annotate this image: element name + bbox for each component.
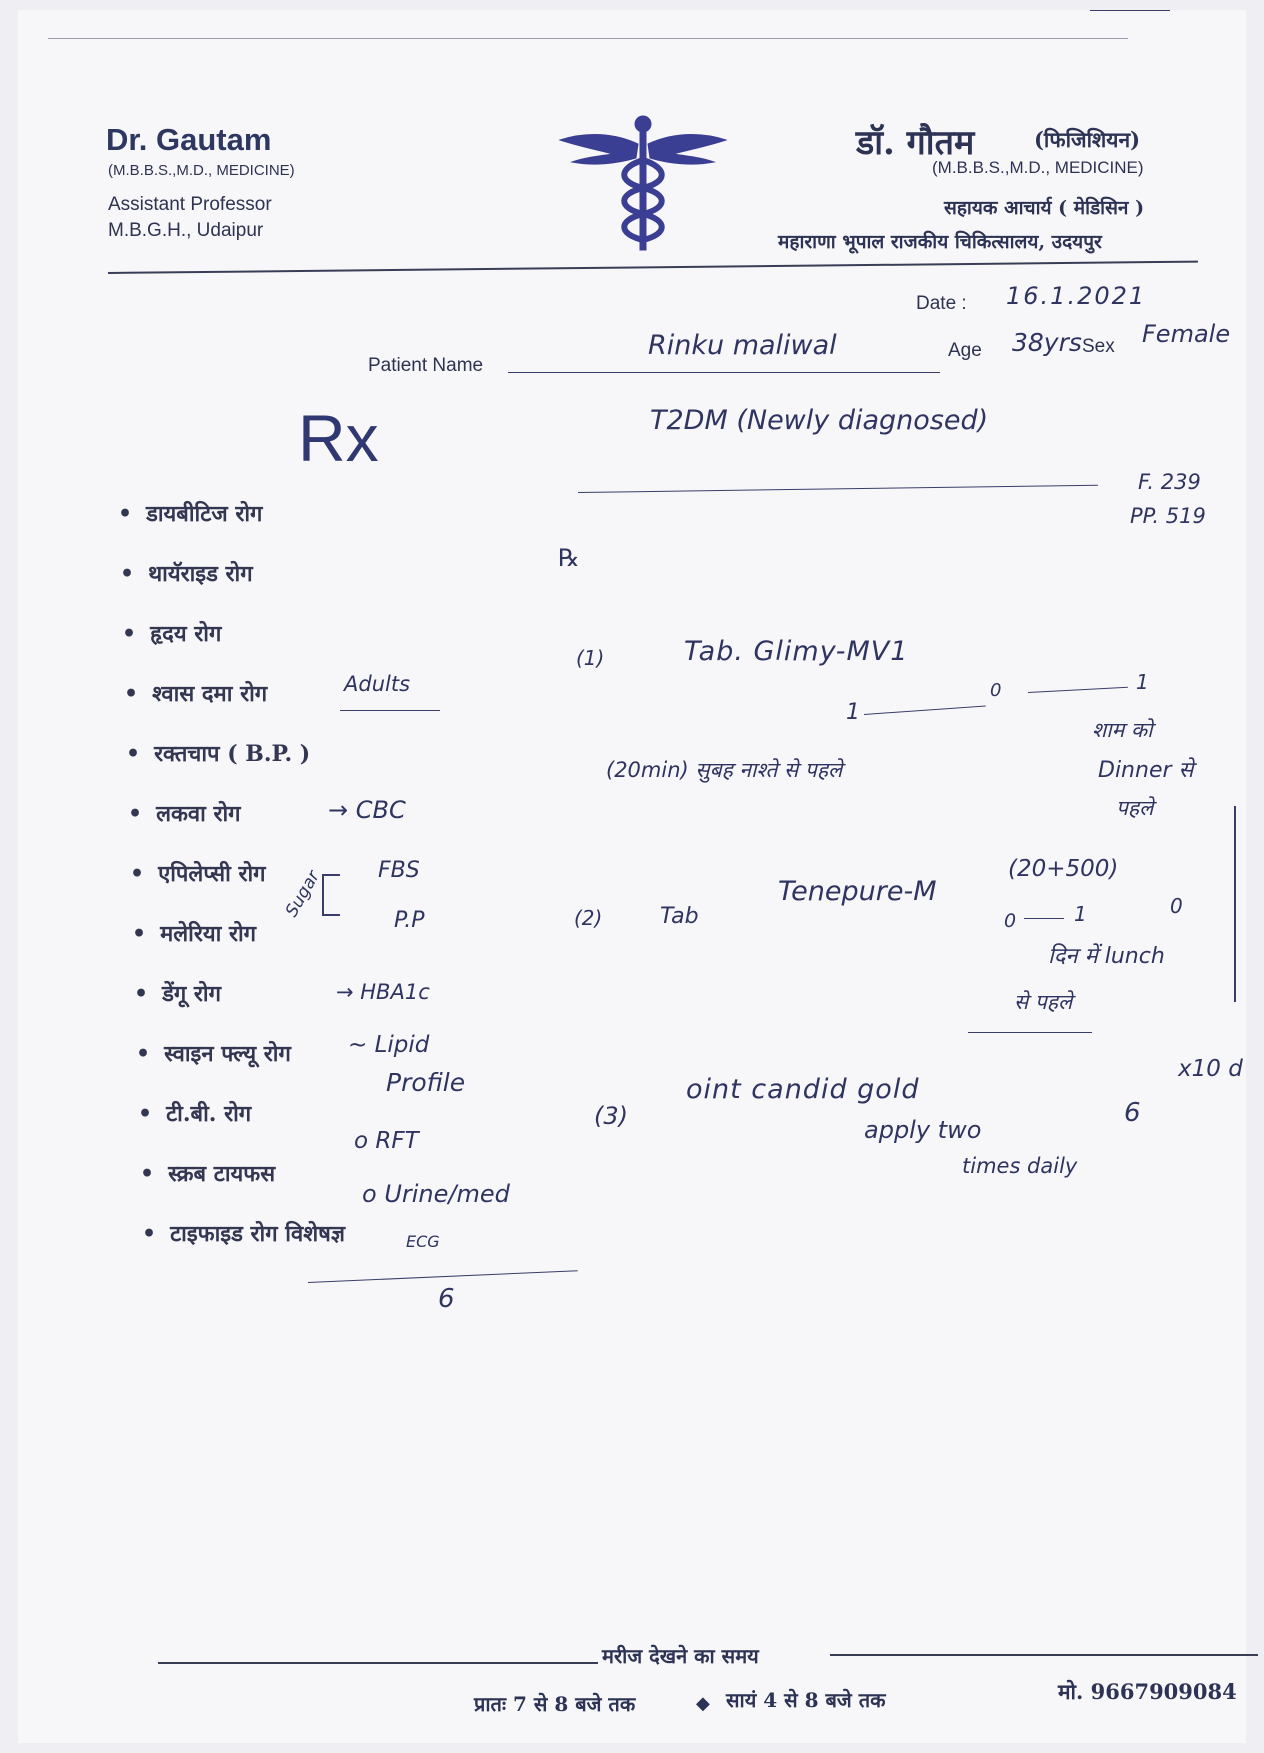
disease-scrub-typhus: • स्क्रब टायफस	[140, 1158, 275, 1188]
test-lipid: ~ Lipid	[348, 1032, 430, 1058]
doctor-hospital-en: M.B.G.H., Udaipur	[108, 220, 264, 241]
disease-malaria: • मलेरिया रोग	[132, 918, 256, 948]
med1-dose-morning: 1	[846, 700, 860, 725]
prescription-sheet	[18, 10, 1246, 1743]
med2-number: (2)	[574, 906, 603, 930]
footer-timing-label: मरीज देखने का समय	[602, 1644, 759, 1668]
disease-heart: • हृदय रोग	[122, 618, 221, 648]
doctor-designation-en: Assistant Professor	[108, 194, 272, 215]
diagnosis: T2DM (Newly diagnosed)	[650, 405, 989, 436]
top-edge-rule	[48, 38, 1128, 39]
footer-rule-right	[830, 1654, 1258, 1656]
doctor-designation-hi: सहायक आचार्य ( मेडिसिन )	[944, 197, 1145, 219]
disease-diabetes: • डायबीटिज रोग	[118, 498, 262, 528]
med2-tab: Tab	[660, 904, 699, 929]
footer-timing-morning: प्रातः 7 से 8 बजे तक	[474, 1692, 636, 1716]
test-lipid-profile: Profile	[386, 1068, 466, 1097]
vitals-fasting: F. 239	[1138, 470, 1201, 494]
disease-thyroid: • थायॅराइड रोग	[120, 558, 253, 588]
disease-dengue: • डेंगू रोग	[134, 978, 221, 1008]
med3-duration: x10 d	[1178, 1056, 1243, 1082]
test-hba1c: → HBA1c	[336, 980, 430, 1004]
med2-name: Tenepure-M	[778, 876, 937, 907]
disease-bp: • रक्तचाप ( B.P. )	[126, 738, 310, 768]
med2-dose-noon: 1	[1074, 902, 1087, 926]
disease-swine-flu: • स्वाइन फ्ल्यू रोग	[136, 1038, 291, 1068]
med1-dose-line-1	[864, 705, 986, 715]
footer-timing-evening: सायं 4 से 8 बजे तक	[726, 1688, 886, 1712]
med1-name: Tab. Glimy-MV1	[684, 636, 909, 667]
med2-dose-evening: 0	[1170, 894, 1183, 918]
med2-dose-line-1	[1024, 918, 1064, 919]
doctor-degree-right: (M.B.B.S.,M.D., MEDICINE)	[932, 158, 1144, 177]
footer-rule-left	[158, 1662, 598, 1664]
test-urine: o Urine/med	[362, 1180, 510, 1208]
rx-symbol: Rx	[298, 401, 379, 475]
test-cbc: → CBC	[328, 796, 406, 824]
med2-note-underline	[968, 1032, 1092, 1033]
doctor-degree-en: (M.B.B.S.,M.D., MEDICINE)	[108, 162, 295, 179]
diagnosis-underline	[578, 485, 1098, 493]
med3-mark: 6	[1124, 1098, 1141, 1128]
vitals-pp: PP. 519	[1130, 504, 1206, 528]
test-fbs: FBS	[378, 858, 420, 883]
test-pp: P.P	[394, 908, 425, 933]
med2-note-1: दिन में lunch	[1048, 944, 1165, 969]
test-sugar-label: Sugar	[281, 867, 324, 921]
age-value: 38yrs	[1012, 328, 1082, 357]
rx-handwritten-mark: ℞	[558, 544, 580, 572]
disease-typhoid: • टाइफाइड रोग विशेषज्ञ	[142, 1218, 345, 1248]
med1-dose-line-2	[1028, 687, 1128, 693]
side-bracket	[1234, 806, 1236, 1002]
med1-dose-evening: 1	[1136, 670, 1149, 694]
med3-name: oint candid gold	[686, 1074, 920, 1105]
med2-note-2: से पहले	[1014, 990, 1073, 1014]
med1-evening-note-1: शाम को	[1092, 718, 1153, 742]
date-label: Date :	[916, 293, 967, 314]
sugar-bracket	[322, 874, 340, 916]
caduceus-icon	[558, 110, 728, 260]
disease-tb: • टी.बी. रोग	[138, 1098, 251, 1128]
disease-asthma: • श्वास दमा रोग	[124, 678, 267, 708]
bottom-mark: 6	[438, 1284, 455, 1314]
test-rft: o RFT	[354, 1128, 419, 1154]
med3-note-1: apply two	[864, 1116, 982, 1144]
patient-name-line	[508, 372, 940, 373]
patient-name-label: Patient Name	[368, 355, 484, 376]
med3-number: (3)	[594, 1102, 628, 1130]
doctor-name-hi: डॉ. गौतम	[856, 123, 975, 163]
age-label: Age	[948, 340, 982, 361]
disease-epilepsy: • एपिलेप्सी रोग	[130, 858, 266, 888]
sex-label: Sex	[1082, 336, 1115, 357]
test-ecg: ECG	[406, 1232, 440, 1251]
note-adults-underline	[340, 710, 440, 711]
date-value: 16.1.2021	[1006, 282, 1147, 310]
footer-mobile: मो. 9667909084	[1058, 1679, 1237, 1704]
doctor-specialty-hi: (फिजिशियन)	[1034, 127, 1141, 152]
med1-dose-noon: 0	[990, 680, 1002, 701]
med2-dose-morning: 0	[1004, 910, 1017, 932]
med1-evening-note-3: पहले	[1116, 796, 1154, 820]
med3-note-2: times daily	[962, 1154, 1078, 1178]
sex-value: Female	[1142, 320, 1231, 348]
doctor-name-en: Dr. Gautam	[106, 122, 272, 157]
disease-paralysis: • लकवा रोग	[128, 798, 241, 828]
med1-number: (1)	[576, 646, 605, 670]
med2-strength: (20+500)	[1008, 856, 1119, 882]
tests-underline	[308, 1270, 578, 1283]
doctor-hospital-hi: महाराणा भूपाल राजकीय चिकित्सालय, उदयपुर	[778, 231, 1102, 253]
med1-evening-note-2: Dinner से	[1098, 758, 1194, 783]
med2-dose-line-2	[1090, 10, 1170, 11]
note-adults: Adults	[344, 672, 411, 696]
diamond-icon: ◆	[696, 1693, 710, 1714]
patient-name-value: Rinku maliwal	[648, 330, 837, 361]
header-divider	[108, 261, 1198, 274]
med1-morning-note: (20min) सुबह नाश्ते से पहले	[606, 758, 843, 782]
